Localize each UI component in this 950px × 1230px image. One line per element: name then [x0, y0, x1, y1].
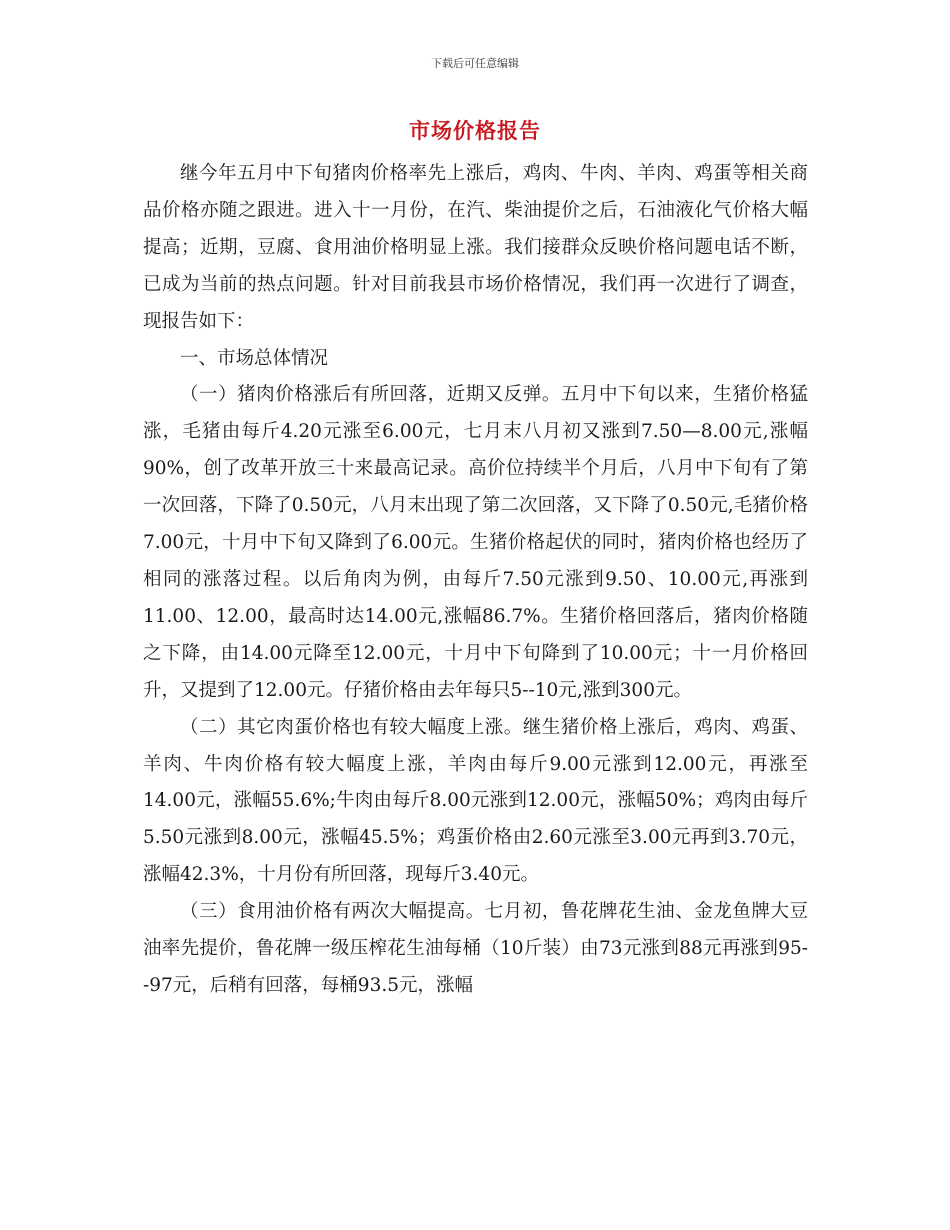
- pork-price-paragraph: （一）猪肉价格涨后有所回落，近期又反弹。五月中下旬以来，生猪价格猛涨，毛猪由每斤4.20元涨至6.00元，七月末八月初又涨到7.50—8.00元,涨幅90%，创了改革开放三十来最高记录。高价位持续半个月后，八月中下旬有了第一次回落，下降了0.50元，八月末出现了第二次回落，又下降了0.50元,毛猪价格7.00元，十月中下旬又降到了6.00元。生猪价格起伏的同时，猪肉价格也经历了相同的涨落过程。以后角肉为例，由每斤7.50元涨到9.50、10.00元,再涨到11.00、12.00，最高时达14.00元,涨幅86.7%。生猪价格回落后，猪肉价格随之下降，由14.00元降至12.00元，十月中下旬降到了10.00元；十一月价格回升，又提到了12.00元。仔猪价格由去年每只5--10元,涨到300元。: [143, 384, 808, 701]
- cooking-oil-price-paragraph: （三）食用油价格有两次大幅提高。七月初，鲁花牌花生油、金龙鱼牌大豆油率先提价，鲁花牌一级压榨花生油每桶（10斤装）由73元涨到88元再涨到95--97元，后稍有回落，每桶93.5元，涨幅: [143, 901, 808, 996]
- intro-paragraph: 继今年五月中下旬猪肉价格率先上涨后，鸡肉、牛肉、羊肉、鸡蛋等相关商品价格亦随之跟进。进入十一月份，在汽、柴油提价之后，石油液化气价格大幅提高；近期，豆腐、食用油价格明显上涨。我们接群众反映价格问题电话不断，已成为当前的热点问题。针对目前我县市场价格情况，我们再一次进行了调查，现报告如下：: [143, 163, 808, 332]
- document-title: 市场价格报告: [409, 119, 541, 143]
- header-note: 下载后可任意编辑: [431, 57, 519, 70]
- section-heading: 一、市场总体情况: [180, 347, 329, 369]
- meat-egg-price-paragraph: （二）其它肉蛋价格也有较大幅度上涨。继生猪价格上涨后，鸡肉、鸡蛋、羊肉、牛肉价格有较大幅度上涨，羊肉由每斤9.00元涨到12.00元，再涨至14.00元，涨幅55.6%;牛肉由每斤8.00元涨到12.00元，涨幅50%；鸡肉由每斤5.50元涨到8.00元，涨幅45.5%；鸡蛋价格由2.60元涨至3.00元再到3.70元，涨幅42.3%，十月份有所回落，现每斤3.40元。: [143, 716, 808, 886]
- document-body: [143, 156, 808, 1005]
